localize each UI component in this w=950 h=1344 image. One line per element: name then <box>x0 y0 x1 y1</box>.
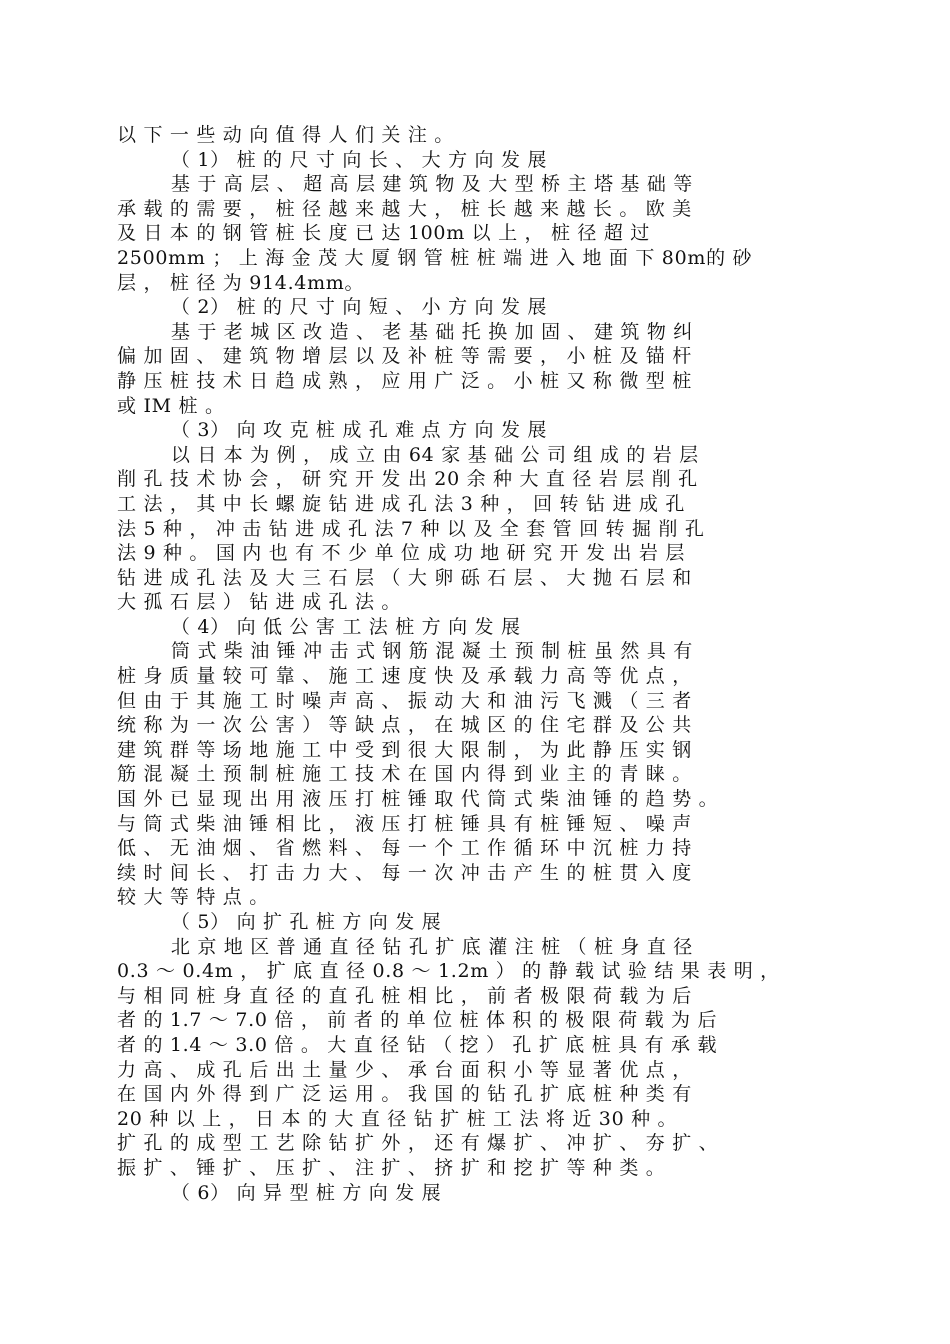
text-line: 筋 混 凝 土 预 制 桩 施 工 技 术 在 国 内 得 到 业 主 的 青 睐 。 <box>117 763 692 786</box>
text-line: 以 日 本 为 例 ， 成 立 由 64 家 基 础 公 司 组 成 的 岩 层 <box>117 443 699 466</box>
text-line: 工 法 ， 其 中 长 螺 旋 钻 进 成 孔 法 3 种 ， 回 转 钻 进 成 孔 <box>117 492 686 515</box>
text-line: 者 的 1.7 ～ 7.0 倍 ， 前 者 的 单 位 桩 体 积 的 极 限 荷 载 为 后 <box>117 1009 718 1032</box>
text-line: 续 时 间 长 、 打 击 力 大 、 每 一 次 冲 击 产 生 的 桩 贯 入 度 <box>117 861 692 884</box>
text-line: 低 、 无 油 烟 、 省 燃 料 、 每 一 个 工 作 循 环 中 沉 桩 力 持 <box>117 837 692 860</box>
section-heading-4: （ 4） 向 低 公 害 工 法 桩 方 向 发 展 <box>117 615 521 638</box>
text-line: 振 扩 、 锤 扩 、 压 扩 、 注 扩 、 挤 扩 和 挖 扩 等 种 类 。 <box>117 1156 666 1179</box>
text-line: 钻 进 成 孔 法 及 大 三 石 层 （ 大 卵 砾 石 层 、 大 抛 石 层 和 <box>117 566 692 589</box>
text-line: 在 国 内 外 得 到 广 泛 运 用 。 我 国 的 钻 孔 扩 底 桩 种 类 有 <box>117 1083 692 1106</box>
text-line: 北 京 地 区 普 通 直 径 钻 孔 扩 底 灌 注 桩 （ 桩 身 直 径 <box>117 935 693 958</box>
text-line: 20 种 以 上 ， 日 本 的 大 直 径 钻 扩 桩 工 法 将 近 30 种 。 <box>117 1107 678 1130</box>
body-text <box>117 123 852 1205</box>
text-line: 与 相 同 桩 身 直 径 的 直 孔 桩 相 比 ， 前 者 极 限 荷 载 为 后 <box>117 984 692 1007</box>
text-line: 削 孔 技 术 协 会 ， 研 究 开 发 出 20 余 种 大 直 径 岩 层 削 孔 <box>117 468 698 491</box>
text-line: 偏 加 固 、 建 筑 物 增 层 以 及 补 桩 等 需 要 ， 小 桩 及 锚 杆 <box>117 345 692 368</box>
section-heading-2: （ 2） 桩 的 尺 寸 向 短 、 小 方 向 发 展 <box>117 296 548 319</box>
text-line: 统 称 为 一 次 公 害 ） 等 缺 点 ， 在 城 区 的 住 宅 群 及 公 共 <box>117 714 692 737</box>
section-heading-6: （ 6） 向 异 型 桩 方 向 发 展 <box>117 1181 442 1204</box>
text-line: 承 载 的 需 要 ， 桩 径 越 来 越 大 ， 桩 长 越 来 越 长 。 欧 美 <box>117 197 692 220</box>
text-line: 较 大 等 特 点 。 <box>117 886 269 909</box>
text-line: 及 日 本 的 钢 管 桩 长 度 已 达 100m 以 上 ， 桩 径 超 过 <box>117 222 650 245</box>
text-line: 基 于 老 城 区 改 造 、 老 基 础 托 换 加 固 、 建 筑 物 纠 <box>117 320 693 343</box>
section-heading-1: （ 1） 桩 的 尺 寸 向 长 、 大 方 向 发 展 <box>117 148 548 171</box>
text-line: 但 由 于 其 施 工 时 噪 声 高 、 振 动 大 和 油 污 飞 溅 （ 三 者 <box>117 689 692 712</box>
text-line: 建 筑 群 等 场 地 施 工 中 受 到 很 大 限 制 ， 为 此 静 压 实 钢 <box>117 738 692 761</box>
section-heading-3: （ 3） 向 攻 克 桩 成 孔 难 点 方 向 发 展 <box>117 419 548 442</box>
text-line: 基 于 高 层 、 超 高 层 建 筑 物 及 大 型 桥 主 塔 基 础 等 <box>117 173 693 196</box>
text-line: 大 孤 石 层 ） 钻 进 成 孔 法 。 <box>117 591 402 614</box>
text-line: 筒 式 柴 油 锤 冲 击 式 钢 筋 混 凝 土 预 制 桩 虽 然 具 有 <box>117 640 693 663</box>
text-line: 力 高 、 成 孔 后 出 土 量 少 、 承 台 面 积 小 等 显 著 优 点 ， <box>117 1058 692 1081</box>
text-line: 静 压 桩 技 术 日 趋 成 熟 ， 应 用 广 泛 。 小 桩 又 称 微 型 桩 <box>117 369 692 392</box>
text-line: 法 9 种 。 国 内 也 有 不 少 单 位 成 功 地 研 究 开 发 出 岩 层 <box>117 542 686 565</box>
text-line: 者 的 1.4 ～ 3.0 倍 。 大 直 径 钻 （ 挖 ） 孔 扩 底 桩 具 有 承 载 <box>117 1033 718 1056</box>
text-line: 0.3 ～ 0.4m ， 扩 底 直 径 0.8 ～ 1.2m ） 的 静 载 试 验 结 果 表 明 ， <box>117 960 780 983</box>
text-line: 以 下 一 些 动 向 值 得 人 们 关 注 。 <box>117 124 454 146</box>
text-line: 扩 孔 的 成 型 工 艺 除 钻 扩 外 ， 还 有 爆 扩 、 冲 扩 、 夯 扩 、 <box>117 1132 719 1155</box>
text-line: 国 外 已 显 现 出 用 液 压 打 桩 锤 取 代 筒 式 柴 油 锤 的 趋 势 。 <box>117 788 719 811</box>
text-line: 层 ， 桩 径 为 914.4mm。 <box>117 271 365 294</box>
text-line: 桩 身 质 量 较 可 靠 、 施 工 速 度 快 及 承 载 力 高 等 优 点 ， <box>117 665 692 688</box>
text-line: 与 筒 式 柴 油 锤 相 比 ， 液 压 打 桩 锤 具 有 桩 锤 短 、 噪 声 <box>117 812 692 835</box>
section-heading-5: （ 5） 向 扩 孔 桩 方 向 发 展 <box>117 911 442 933</box>
text-line: 或 IM 桩 。 <box>117 394 225 417</box>
text-line: 2500mm ； 上 海 金 茂 大 厦 钢 管 桩 桩 端 进 入 地 面 下 80m的 砂 <box>117 246 753 269</box>
text-line: 法 5 种 ， 冲 击 钻 进 成 孔 法 7 种 以 及 全 套 管 回 转 掘 削 孔 <box>117 517 705 540</box>
